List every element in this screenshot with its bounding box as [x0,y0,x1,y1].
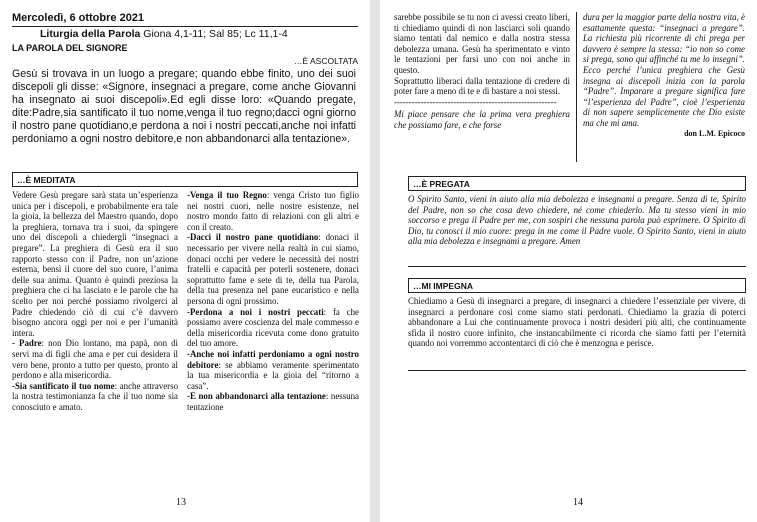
pregata-title: …È PREGATA [408,176,746,191]
quote-text: dura per la maggior parte della nostra vita, è esattamente questa: “insegnaci a pregare”. La richiesta più ricorrente di chi prega per davvero è sempre la stessa: “io non so come si prega, sono qui affinché tu me lo insegni”. Ecco perché l’unica preghiera che Gesù insegna ai discepoli inizia con la parola “Padre”. Imparare a pregare significa fare “l’esperienza del Padre”, cioè l’esperienza di non sapere semplicemente che Dio esiste ma che mi ama. [583,12,745,128]
meditata-paragraph [187,307,359,349]
paragraph-body: : se abbiamo veramente sperimentato la tua misericordia e la gioia del “ritorno a casa”. [187,359,359,391]
meditata-paragraph [12,338,178,380]
right-column-2 [583,12,745,139]
paragraph-head: -E non abbandonarci alla tentazione [187,391,326,402]
quote-text: Mi piace pensare che la prima vera preghiera che possiamo fare, e che forse [394,109,570,130]
meditata-paragraph [187,391,359,412]
page-number: 14 [573,497,583,508]
impegna-rule [408,370,746,371]
section-label: LA PAROLA DEL SIGNORE [12,43,128,53]
paragraph-head: -Anche noi infatti perdoniamo a ogni nostro debitore [187,348,359,370]
column-separator [576,12,577,162]
pregata-rule [408,266,746,267]
pregata-text: O Spirito Santo, vieni in aiuto alla mia debolezza e insegnami a pregare. Senza di te, Spirito del Padre, non so che cosa devo chiedere, né come chiederlo. Ma tu stesso vieni in mio soccorso e prega il Padre per me, con sospiri che nessuna parola può esprimere. O Spirito di Dio, tu conosci il mio cuore: prega in me come il Padre vuole. O Spirito Santo, vieni in aiuto alla mia debolezza e insegnami a pregare. Amen [408,194,746,247]
date-heading: Mercoledì, 6 ottobre 2021 [12,12,145,24]
page-number: 13 [176,497,186,508]
continuation-text: Soprattutto liberaci dalla tentazione di credere di poter fare a meno di te e di bastare a noi stessi. [394,75,570,97]
impegna-title: …MI IMPEGNA [408,278,746,293]
meditata-title: …È MEDITATA [12,172,358,187]
liturgy-label: Liturgia della Parola [40,28,141,40]
paragraph-head: -Sia santificato il tuo nome [12,380,115,391]
liturgy-line [40,28,288,40]
signature: don L.M. Epicoco [684,128,745,138]
right-column-1 [394,12,570,131]
paragraph-body: : nessuna tentazione [187,391,359,412]
paragraph-body: : non Dio lontano, ma papà, non di servi ma di figli che ama e per cui desidera il vero bene, pronto a tutto per questo, pronto al perdono e alla misericordia. [12,338,178,381]
paragraph-body: : donaci il necessario per vivere nella realtà in cui siamo, donaci occhi per vedere le necessità dei nostri fratelli e capacità per poterli sostenere, donaci soprattutto fame e sete di te, della tua Parola, della tua presenza nel pane eucaristico e nella persona di ogni prossimo. [187,232,359,306]
header-rule [12,26,358,27]
paragraph-head: -Venga il tuo Regno [187,190,267,200]
paragraph-head: -Perdona a noi i nostri peccati [187,306,324,317]
meditata-column-1 [12,190,178,412]
paragraph-body: : venga Cristo tuo figlio nei nostri cuori, nelle nostre esistenze, nel nostro mondo fatto di relazioni con gli altri e con il creato. [187,190,359,232]
meditata-paragraph [12,381,178,413]
dash-divider: ------------------------------------------------------- [394,96,557,107]
paragraph-head: -Dacci il nostro pane quotidiano [187,232,319,243]
meditata-paragraph: Vedere Gesù pregare sarà stata un’esperienza unica per i discepoli, e probabilmente era tale la gioia, la bellezza del Maestro quando, dopo la preghiera, tornava tra i suoi, da spingere uno dei discepoli a chiedergli “insegnaci a pregare”. La preghiera di Gesù era il suo rapporto stesso con il Padre, non un’azione esterna, bensì il cuore del suo cuore, l’anima delle sua anima. Quanto è quindi preziosa la preghiera che ci ha lasciato e le parole che ha scelto per noi perché possiamo rivolgerci al Padre chiedendo ciò di cui c’è davvero bisogno ancora oggi per noi e per l’umanità intera. [12,190,178,338]
liturgy-refs: Giona 4,1-11; Sal 85; Lc 11,1-4 [143,28,288,40]
gospel-text: Gesù si trovava in un luogo a pregare; quando ebbe finito, uno dei suoi discepoli gli disse: «Signore, insegnaci a pregare, come anche Giovanni ha insegnato ai suoi discepoli».Ed egli disse loro: «Quando pregate, dite:Padre,sia santificato il tuo nome,venga il tuo regno;dacci ogni giorno il nostro pane quotidiano,e perdona a noi i nostri peccati,anche noi infatti perdoniamo a ogni nostro debitore,e non abbandonarci alla tentazione». [12,68,356,146]
page-right [380,0,757,522]
paragraph-body: : fa che possiamo avere coscienza del male commesso e della misericordia ricevuta come dono gratuito del tuo amore. [187,306,359,349]
meditata-paragraph [187,190,359,232]
page-left [0,0,370,522]
ascoltata-label: …È ASCOLTATA [293,56,358,66]
paragraph-body: : anche attraverso la nostra testimonianza fa che il tuo nome sia conosciuto e amato. [12,380,179,412]
meditata-paragraph [187,349,359,391]
page-gutter [370,0,380,522]
continuation-text: sarebbe possibile se tu non ci avessi creato liberi, ti chiediamo quindi di non lasciarci soli quando siamo tentati dal nemico e dalla nostra stessa debolezza umana. Gesù ha sperimentato e vinto le tentazioni per farsi uno con noi anche in questo. [394,12,570,75]
paragraph-head: - Padre [12,338,42,349]
meditata-paragraph [187,232,359,306]
meditata-column-2 [187,190,359,412]
impegna-text: Chiediamo a Gesù di insegnarci a pregare, di insegnarci a chiedere l’essenziale per vivere, di insegnarci a perdonare così come siamo stati perdonati. Chiediamo la grazia di poterci abbandonare a Lui che continuamente provoca i nostri desideri più alti, che continuamente sfida il nostro cuore infinito, che instancabilmente ci ricorda che siamo fatti per l’eternità quando noi vorremmo accontentarci di ciò che è menzogna e perisce. [408,296,746,349]
